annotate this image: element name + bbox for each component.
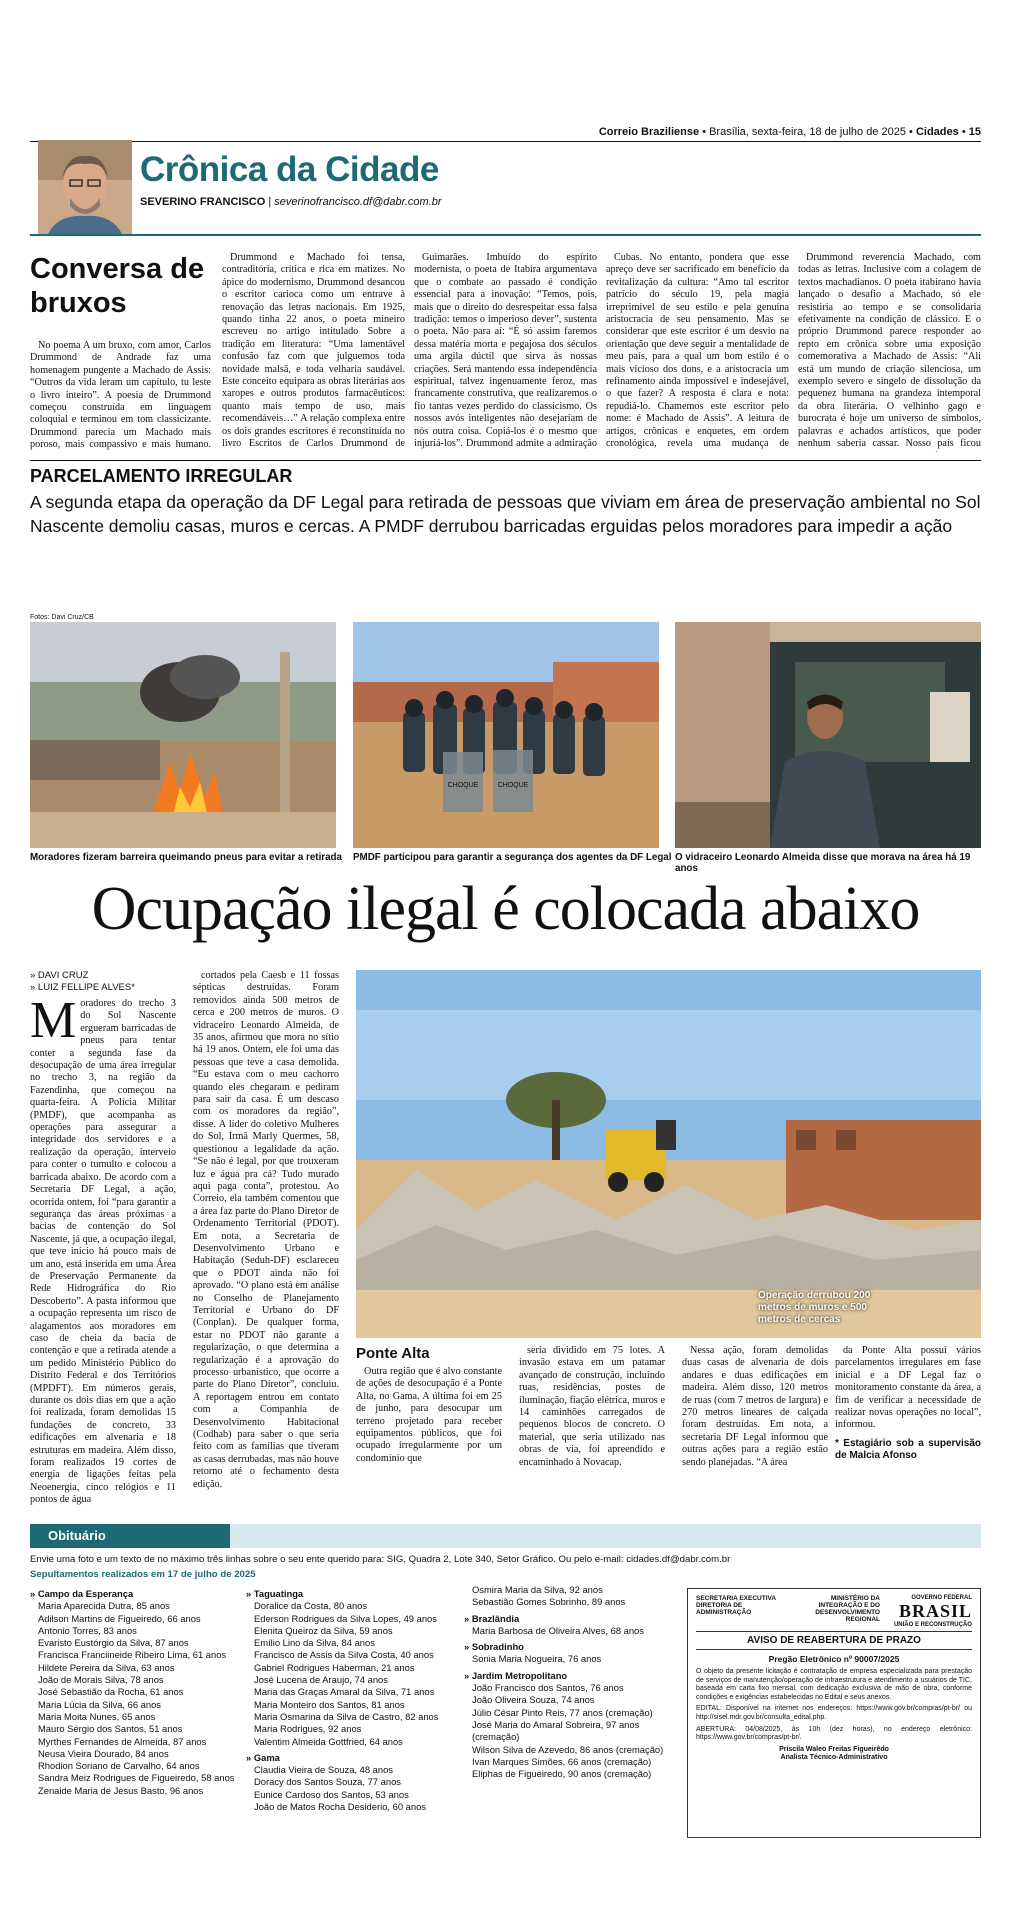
obituary-entry: Maria das Graças Amaral da Silva, 71 anos [254, 1686, 435, 1698]
column-email[interactable]: severinofrancisco.df@dabr.com.br [274, 196, 442, 208]
obituary-entry: Evaristo Eustórgio da Silva, 87 anos [38, 1637, 189, 1649]
obituary-entry: Zenaide Maria de Jesus Basto, 96 anos [38, 1784, 204, 1796]
column-title: Crônica da Cidade [140, 150, 439, 189]
obituary-column-3 [464, 1584, 670, 1780]
article-column-4 [519, 1345, 665, 1518]
chronicle-text-4: Cubas. No entanto, pondera que esse apreço deve ser sacrificado em benefício da revitalização da cultura: “Amo tal escritor patrício do século 19, pela magia irreprimível de seu estilo e pela genuína aristocracia de seu pensamento. Mas se considerar que este escritor é um desvio na orientação que deve seguir a mentalidade de meu país, para a qual um bom estilo é o mais vicioso dos dons, e a aristocracia um refinamento ainda impossível e indesejável, o que fazer? A resposta é clara e nota: repudiá-lo. Chamemos este escritor pelo nome: é Machado de Assis”. A leitura de artigos, crônicas e enquetes, em ordem cronológica, revela uma mudança de [606, 252, 789, 450]
obituary-entry: João de Matos Rocha Desiderio, 60 anos [254, 1801, 426, 1813]
obituary-entry: Sonia Maria Nogueira, 76 anos [472, 1653, 602, 1665]
notice-title: AVISO DE REABERTURA DE PRAZO [696, 1631, 972, 1650]
obituary-entry: Osmira Maria da Silva, 92 anos [472, 1584, 603, 1595]
notice-abertura: ABERTURA: 04/08/2025, às 10h (dez horas), no endereço eletrônico: https://www.gov.br/compras/pt-br/. [696, 1725, 972, 1742]
obituary-entry: Ederson Rodrigues da Silva Lopes, 49 anos [254, 1612, 437, 1624]
chronicle-text-5: Drummond reverencia Machado, com todas as letras. Inclusive com a colagem de textos machadianos. O poeta itabirano havia lançado o desafio a Machado, só ele resistiria ao tempo e se consolidaria efetivamente na condição de clássico. E o próprio Drummond parece responder ao repto em crônica sobre uma exposição comemorativa a Machado de Assis: “Ali está um mundo de criação silenciosa, um exemplo severo e singelo de dissolução da pequenez humana na grandeza intemporal da obra literária. O velhinho gago e burocrata é hoje um universo de símbolos, palavras e achados artísticos, que poder nenhum saberia cassar. Nosso país ficou [798, 252, 981, 450]
feature-dek: A segunda etapa da operação da DF Legal para retirada de pessoas que viviam em área de preservação ambiental no Sol Nascente demoliu casas, muros e cercas. A PMDF derrubou barricadas erguidas pelos moradores para impedir a ação [30, 492, 981, 536]
obituary-place: » Taguatinga [246, 1588, 460, 1600]
chronicle-column-2 [222, 252, 405, 452]
notice-org-1: SECRETARIA EXECUTIVA DIRETORIA DE ADMINISTRAÇÃO [696, 1595, 776, 1616]
article-signoff: * Estagiário sob a supervisão de Malcia Afonso [835, 1437, 981, 1461]
article-column-3 [356, 1366, 502, 1518]
obituary-entry: Claudia Vieira de Souza, 48 anos [254, 1764, 393, 1776]
gov-logo: BRASIL [898, 1601, 972, 1621]
obituary-place: » Sobradinho [464, 1641, 670, 1653]
obituary-entry: Júlio César Pinto Reis, 77 anos (cremação) [472, 1706, 653, 1718]
photo-police [353, 622, 659, 848]
article-column-1 [30, 998, 176, 1518]
obituary-label: Obituário [30, 1524, 230, 1548]
photo-demolition [356, 970, 981, 1338]
obituary-entry: Maria Monteiro dos Santos, 81 anos [254, 1698, 405, 1710]
photo-caption-2: PMDF participou para garantir a segurança dos agentes da DF Legal [353, 852, 672, 863]
obituary-entry: Wilson Silva de Azevedo, 86 anos (cremação) [472, 1743, 664, 1755]
chronicle-text-2: Drummond e Machado foi tensa, contraditória, crítica e rica em matizes. No ápice do modernismo, Drummond desancou o escritor carioca como um entrave à renovação das letras nacionais. Em 1925, quando tinha 22 anos, o poeta mineiro escreveu no artigo intitulado Sobre a tradição em literatura: “Uma lamentável confusão faz com que julguemos toda novidade malsã, e toda velharia saudável. Este conceito equipara as obras literárias aos xaropes e outros produtos farmacêuticos: quanto mais tempo de uso, mais recomendáveis…” A relação complexa entre os dois grandes escritores é reconstituída no livro Escritos de Carlos Drummond de [222, 252, 405, 450]
obituary-entry: Sebastião Gomes Sobrinho, 89 anos [472, 1596, 626, 1608]
columnist-photo [38, 140, 132, 234]
article-column-6 [835, 1345, 981, 1518]
obituary-column-2 [246, 1584, 460, 1813]
article-column-5 [682, 1345, 828, 1518]
notice-org-2: MINISTÉRIO DA INTEGRAÇÃO E DO DESENVOLVIMENTO REGIONAL [815, 1595, 880, 1623]
publication-name: Correio Braziliense [598, 126, 700, 138]
section-name: Cidades [915, 126, 959, 138]
obituary-entry: Myrthes Fernandes de Almeida, 87 anos [38, 1735, 207, 1747]
photo-burning-tires [30, 622, 336, 848]
obituary-entry: Maria Lúcia da Silva, 66 anos [38, 1698, 161, 1710]
article-subhead: Ponte Alta [356, 1345, 430, 1362]
gov-logo-block [894, 1595, 972, 1628]
obituary-entry: Antonio Torres, 83 anos [38, 1624, 137, 1636]
obituary-place: » Campo da Esperança [30, 1588, 244, 1600]
notice-header [696, 1595, 972, 1631]
obituary-entry: Eliphas de Figueiredo, 90 anos (cremação) [472, 1768, 652, 1780]
chronicle-text-1: No poema A um bruxo, com amor, Carlos Drummond de Andrade faz uma homenagem pungente a Machado de Assis: “Outros da vida leram um capítulo, tu leste o livro inteiro”. A poesia de Drummond começou construída em linguagem coloquial e terminou em tom classicizante. Drummond parecia um Machado mais poroso, mais compassivo e mais humano. [30, 340, 211, 451]
section-rule [30, 460, 981, 461]
obituary-entry: Adilson Martins de Figueiredo, 66 anos [38, 1612, 201, 1624]
article-authors [30, 970, 135, 994]
column-byline: SEVERINO FRANCISCO | severinofrancisco.df@dabr.com.br [140, 196, 442, 208]
obituary-entry: Ivan Marques Simões, 66 anos (cremação) [472, 1755, 652, 1767]
obituary-entry: Neusa Vieira Dourado, 84 anos [38, 1747, 169, 1759]
article-text-5: Nessa ação, foram demolidas duas casas de alvenaria de dois andares e duas edificações em madeira. Além disso, 120 metros de ruas (com 7 metros de largura) e 270 metros lineares de calçada foram destruídas. Em nota, a secretaria DF Legal informou que outras ações para a região estão sendo planejadas. “A área [682, 1345, 828, 1468]
obituary-date-line: Sepultamentos realizados em 17 de julho de 2025 [30, 1569, 256, 1580]
obituary-entry: Eunice Cardoso dos Santos, 53 anos [254, 1788, 409, 1800]
obituary-entry: Sandra Meiz Rodrigues de Figueiredo, 58 anos [38, 1772, 235, 1784]
article-text-4: seria dividido em 75 lotes. A invasão estava em um patamar avançado de construção, incluindo ruas, residências, postes de iluminação, fiação elétrica, muros e 14 caminhões carregados de pequenos blocos de concreto. O material, que seria utilizado nas obras de via, foi apreendido e encaminhado à Novacap. [519, 1345, 665, 1468]
article-text-1: oradores do trecho 3 do Sol Nascente ergueram barricadas de pneus para tentar conter a segunda fase da desocupação de uma área irregular no trecho 3, na região da Fazendinha, que começou na quarta-feira. A Polícia Militar (PMDF), que acompanha as operações para assegurar a integridade dos servidores e a realização da operação, interveio para conter o tumulto e colocou a barricada abaixo. De acordo com a Secretaria DF Legal, a ação, ocorrida ontem, foi “para garantir a segurança das áreas próximas a bacias de contenção do Sol Nascente, já que, a ocupação ilegal, que teve início há pouco mais de um ano, está inserida em uma Área de Preservação Permanente da Rede Hidrográfica do Rio Descoberto”. A pasta informou que a ocupação representa um risco de alagamentos aos moradores em caso de cheia da bacia de contenção e que a retirada atende a um pedido Ministério Público do Distrito Federal e dos Territórios (MPDFT). Em números gerais, durante os dois dias em que a ação foi realizada, foram demolidas 15 fundações de concreto, 33 edificações em alvenaria e 18 estruturas em madeira. Além disso, foram realizados 19 cortes de energia de ligações feitas pela Neoenergia, cinco relógios e 11 pontos de água [30, 998, 176, 1506]
shield-text-1: CHOQUE [447, 782, 479, 789]
chronicle-column-3 [414, 252, 597, 452]
notice-subtitle: Pregão Eletrônico nº 90007/2025 [768, 1654, 900, 1664]
obituary-entry: Elenita Queiroz da Silva, 59 anos [254, 1624, 393, 1636]
author-2: » LUIZ FELLIPE ALVES* [30, 982, 135, 993]
obituary-entry: Francisca Franciineide Ribeiro Lima, 61 anos [38, 1649, 227, 1661]
photo-resident [675, 622, 981, 848]
obituary-entry: João Francisco dos Santos, 76 anos [472, 1682, 624, 1694]
gov-label: GOVERNO FEDERAL [911, 1595, 972, 1601]
notice-body: O objeto da presente licitação é contratação de empresa especializada para prestação de serviços de manutenção/operação de infraestrutura e atendimento a usuários de TIC, baseada em carta fixo mensal, com dedicação exclusiva de mão de obra, conforme condições e exigências estabelecidas no Edital e seus anexos. [696, 1668, 972, 1701]
page-number: 15 [968, 126, 981, 138]
chronicle-text-3: Guimarães. Imbuído do espírito modernista, o poeta de Itabira argumentava que o combate ao passado é condição essencial para a inovação: “Temos, pois, mais que o direito do desrespeitar essa falsa tradição: temos o imperioso dever”, sustenta o poeta. Não para aí: “É só assim faremos dessa matéria morta e pegajosa dos séculos uma argila dúctil que sirva às nossas criações. Será mantendo essa independência espiritual, talvez ingenuamente feroz, mas francamente construtiva, que realizaremos o fio tantas vezes perdido do classicismo. Os nossos avós inteligentes não desejariam de nós outra coisa. Copiá-los é o mesmo que injuriá-los”. Drummond admite a admiração [414, 252, 597, 450]
notice-edital: EDITAL: Disponível na internet nos endereços: https://www.gov.br/compras/pt-br/ ou http://sisel.mdr.gov.br/consulta_edital.php. [696, 1705, 972, 1721]
obituary-entry: Maria Barbosa de Oliveira Alves, 68 anos [472, 1624, 644, 1636]
obituary-entry: João Oliveira Souza, 74 anos [472, 1694, 595, 1706]
photo-caption-1: Moradores fizeram barreira queimando pneus para evitar a retirada [30, 852, 342, 863]
obituary-entry: José Lucena de Araujo, 74 anos [254, 1674, 388, 1686]
public-notice [687, 1588, 981, 1838]
dropcap: M [30, 998, 77, 1049]
shield-text-2: CHOQUE [497, 782, 529, 789]
photo-caption-3: O vidraceiro Leonardo Almeida disse que morava na área há 19 anos [675, 852, 971, 874]
obituary-entry: Emílio Lino da Silva, 84 anos [254, 1637, 375, 1649]
obituary-entry: Maria Aparecida Dutra, 85 anos [38, 1600, 170, 1612]
obituary-entry: José Sebastião da Rocha, 61 anos [38, 1686, 184, 1698]
article-text-6: da Ponte Alta possui vários parcelamentos irregulares em fase inicial e a DF Legal faz o monitoramento constante da área, a fim de verificar a necessidade de realizar novas operações no local”, informou. [835, 1345, 981, 1431]
obituary-entry: Doracy dos Santos Souza, 77 anos [254, 1776, 401, 1788]
obituary-entry: Maria Rodrigues, 92 anos [254, 1723, 362, 1735]
author-1: » DAVI CRUZ [30, 970, 89, 981]
newspaper-page [30, 0, 981, 1913]
page-folio: Correio Braziliense • Brasília, sexta-feira, 18 de julho de 2025 • Cidades • 15 [30, 124, 981, 142]
chronicle-column-4 [606, 252, 789, 452]
obituary-entry: Doralice da Costa, 80 anos [254, 1600, 368, 1612]
chronicle-headline: Conversa de bruxos [30, 253, 205, 319]
obituary-entry: Valentim Almeida Gottfried, 64 anos [254, 1735, 403, 1747]
obituary-column-1 [30, 1584, 244, 1797]
obituary-bar [30, 1524, 981, 1548]
obituary-place: » Gama [246, 1752, 460, 1764]
big-photo-caption: Operação derrubou 200 metros de muros e 500 metros de cercas [758, 1290, 871, 1325]
obituary-place: » Jardim Metropolitano [464, 1670, 670, 1682]
feature-kicker: PARCELAMENTO IRREGULAR [30, 466, 293, 486]
obituary-entry: Maria Moita Nunes, 65 anos [38, 1710, 156, 1722]
notice-signer: Priscila Waleo Freitas Figueirêdo [779, 1745, 889, 1753]
article-text-2: cortados pela Caesb e 11 fossas sépticas destruídas. Foram removidos ainda 500 metros de cerca e 200 metros de muros. O vidraceiro Leonardo Almeida, de 35 anos, afirmou que mora no sítio há 19 anos. Ontem, ele foi uma das pessoas que teve a casa demolida. “Eu estava com o meu cachorro quando eles chegaram e pediram para sair da casa. É um descaso com os moradores da região”, disse. A líder do coletivo Mulheres do Sol, Irmã Marly Quermes, 58, questionou a legalidade da ação. “Se não é legal, por que trouxeram luz e água pra cá? Tudo murado aqui paga conta”, protestou. Ao Correio, ela também comentou que a área faz parte do Plano Diretor de Ordenamento Territorial (PDOT). Em nota, a Secretaria de Desenvolvimento Urbano e Habitação (Seduh-DF) esclareceu que o PDOT ainda não foi aprovado. “O plano está em análise no Conselho de Planejamento Territorial e Urbano do DF (Conplan). De qualquer forma, estar no PDOT não garante a regularização, o que determina a regularização é a aprovação do processo urbanístico, que ocorre a parte do Plano Diretor”, concluiu. A reportagem entrou em contato com a Companhia de Desenvolvimento Habitacional (Codhab) para saber o que seria feito com as famílias que tiveram as casas derrubadas, mas não houve retorno até o fechamento desta edição. [193, 970, 339, 1490]
article-text-3: Outra região que é alvo constante de ações de desocupação é a Ponte Alta, no Gama. A última foi em 25 de junho, para desocupar um terreno projetado para receber equipamentos públicos, que foi ocupado irregularmente por um condomínio que [356, 1366, 502, 1464]
obituary-entry: Rhodion Soriano de Carvalho, 64 anos [38, 1760, 200, 1772]
gov-tagline: UNIÃO E RECONSTRUÇÃO [893, 1622, 972, 1628]
obituary-entry: Francisco de Assis da Silva Costa, 40 anos [254, 1649, 434, 1661]
article-column-2 [193, 970, 339, 1518]
photo-credit: Fotos: Davi Cruz/CB [30, 614, 94, 621]
obituary-intro: Envie uma foto e um texto de no máximo três linhas sobre o seu ente querido para: SIG, Quadra 2, Lote 340, Setor Gráfico. Ou pelo e-mail: cidades.df@dabr.com.br [30, 1554, 731, 1565]
obituary-entry: João de Morais Silva, 78 anos [38, 1674, 164, 1686]
notice-signer-role: Analista Técnico-Administrativo [780, 1754, 888, 1762]
obituary-entry: Mauro Sérgio dos Santos, 51 anos [38, 1723, 183, 1735]
obituary-entry: Gabriel Rodrigues Haberman, 21 anos [254, 1661, 415, 1673]
chronicle-column-5 [798, 252, 981, 452]
header-rule [30, 234, 981, 236]
obituary-entry: Hildete Pereira da Silva, 63 anos [38, 1661, 175, 1673]
article-headline: Ocupação ilegal é colocada abaixo [91, 875, 920, 943]
chronicle-column-1 [30, 340, 211, 452]
obituary-entry: José Maria do Amaral Sobreira, 97 anos (cremação) [472, 1718, 640, 1743]
dateline: Brasília, sexta-feira, 18 de julho de 2025 [709, 126, 906, 138]
column-author: SEVERINO FRANCISCO [140, 196, 266, 208]
obituary-place: » Brazlândia [464, 1613, 670, 1625]
obituary-entry: Maria Osmarina da Silva de Castro, 82 anos [254, 1710, 439, 1722]
